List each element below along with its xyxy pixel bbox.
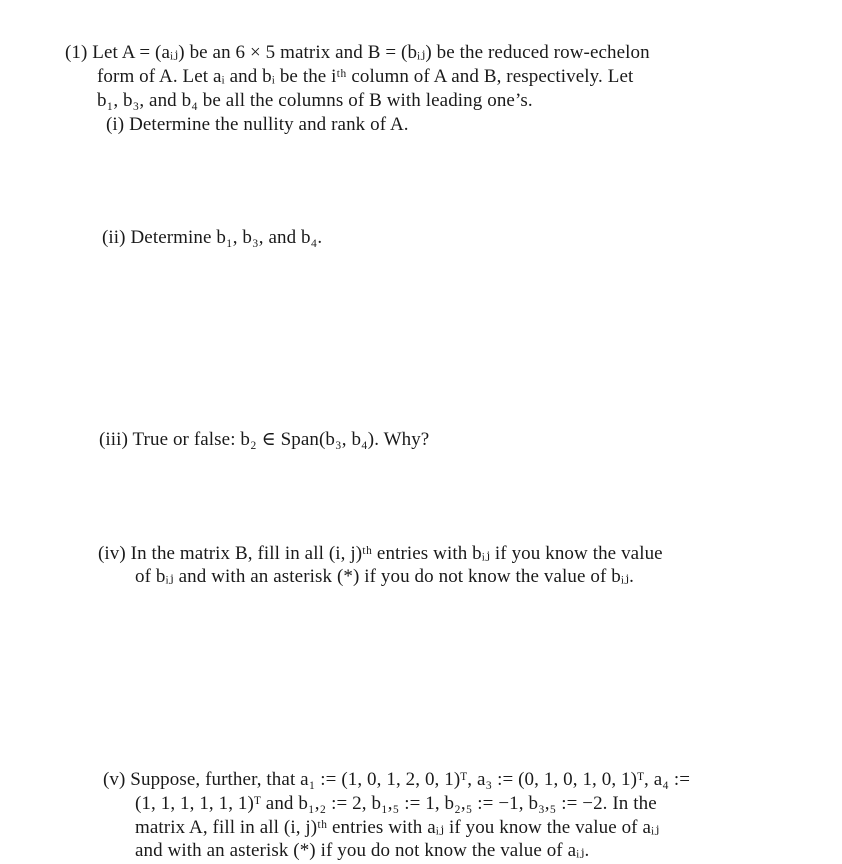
part-v-line-4: and with an asterisk (*) if you do not know the value of aᵢⱼ. bbox=[135, 840, 590, 861]
part-ii-text: (ii) Determine b₁, b₃, and b₄. bbox=[102, 227, 323, 248]
intro-line-2: form of A. Let aᵢ and bᵢ be the iᵗʰ column of A and B, respectively. Let bbox=[97, 66, 634, 87]
part-iv-line-2: of bᵢⱼ and with an asterisk (*) if you do not know the value of bᵢⱼ. bbox=[135, 566, 635, 587]
part-v-line-2: (1, 1, 1, 1, 1, 1)ᵀ and b₁,₂ := 2, b₁,₅ := 1, b₂,₅ := −1, b₃,₅ := −2. In the bbox=[135, 793, 657, 814]
part-iii-text: (iii) True or false: b₂ ∈ Span(b₃, b₄). Why? bbox=[99, 429, 430, 450]
part-v-line-3: matrix A, fill in all (i, j)ᵗʰ entries with aᵢⱼ if you know the value of aᵢⱼ bbox=[135, 817, 660, 838]
intro-line-3: b₁, b₃, and b₄ be all the columns of B with leading one’s. bbox=[97, 90, 533, 111]
part-v-line-1: (v) Suppose, further, that a₁ := (1, 0, 1, 2, 0, 1)ᵀ, a₃ := (0, 1, 0, 1, 0, 1)ᵀ, a₄ := bbox=[103, 769, 691, 790]
part-iv-line-1: (iv) In the matrix B, fill in all (i, j)ᵗʰ entries with bᵢⱼ if you know the value bbox=[98, 543, 663, 564]
part-i-text: (i) Determine the nullity and rank of A. bbox=[106, 114, 409, 135]
intro-line-1: (1) Let A = (aᵢⱼ) be an 6 × 5 matrix and B = (bᵢⱼ) be the reduced row-echelon bbox=[65, 42, 650, 63]
